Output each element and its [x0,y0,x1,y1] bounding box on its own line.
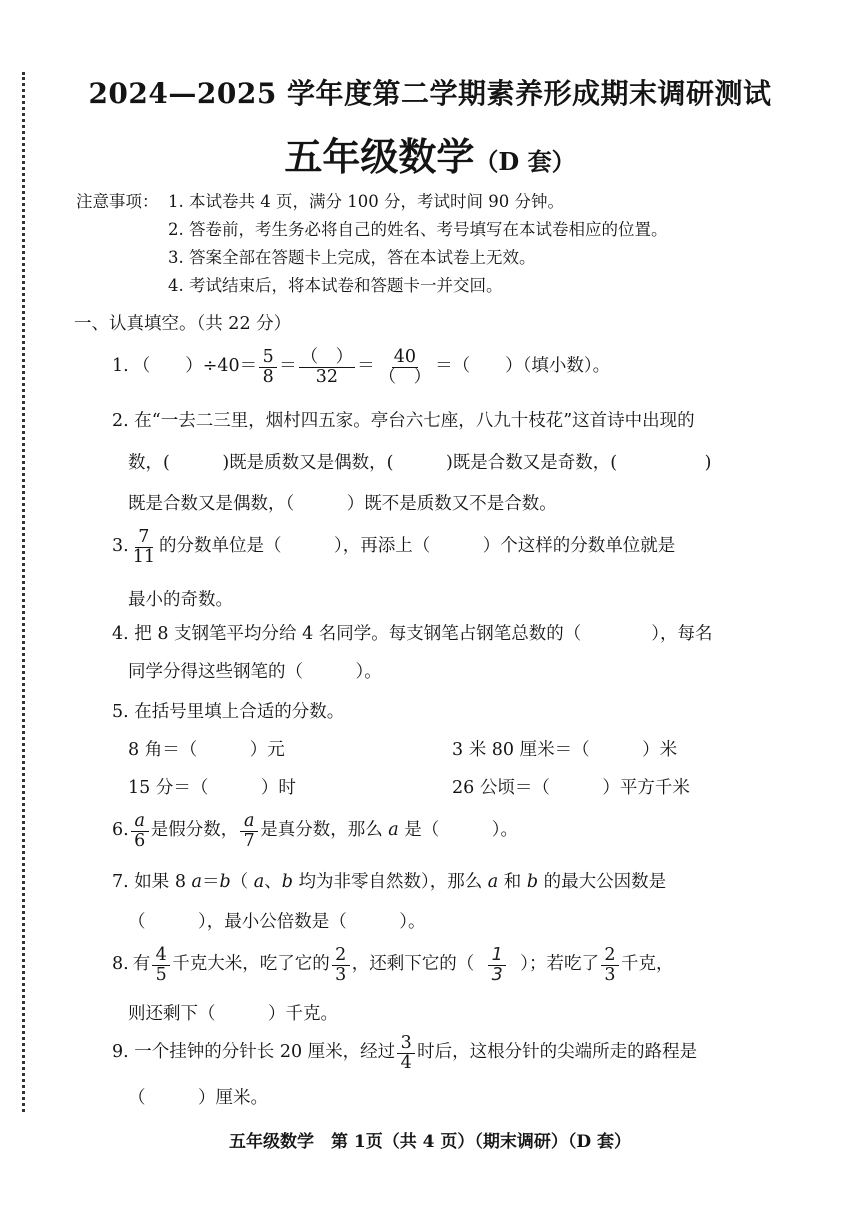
q6-f1-denominator: 6 [134,830,146,851]
q1-eq-2: ＝ [357,356,375,377]
note-item-4: 4. 考试结束后，将本试卷和答题卡一并交回。 [168,276,503,295]
q7-var-b-3: b [526,872,539,892]
q1-part-a: （ ）÷40＝ [132,356,258,377]
notes-label: 注意事项： [76,192,159,211]
question-2-line-1: 2. 在“一去二三里，烟村四五家。亭台六七座，八九十枝花”这首诗中出现的 [112,411,695,431]
q1-fraction-3 [377,348,434,386]
q1-fraction-1 [259,348,277,386]
q9-denominator: 4 [400,1052,412,1073]
q9-text-a: 9. 一个挂钟的分针长 20 厘米，经过 [112,1042,396,1063]
q7-text-5: 均为非零自然数），那么 [292,872,488,892]
q8-number: 8. [112,954,129,975]
q6-var: a [388,820,399,841]
q1-eq-1: ＝ [279,356,297,377]
q8-f3-numerator: 2 [601,946,619,965]
binding-dotted-line [22,72,25,1112]
question-8-line-2: 则还剩下（ ）千克。 [128,1004,338,1024]
q1-tail: ＝（ ）（填小数）。 [435,356,611,377]
question-7-line-2: （ ），最小公倍数是（ ）。 [128,912,426,932]
q5-item-b: 3 米 80 厘米＝（ ）米 [452,740,678,760]
q1-f1-numerator: 5 [259,348,277,367]
subject-title: 五年级数学 [284,134,475,179]
page-footer: 五年级数学 第 1页（共 4 页）（期末调研）（D 套） [228,1132,632,1152]
question-9-line-2: （ ）厘米。 [128,1088,268,1108]
q7-var-b: b [219,872,231,892]
q8-hand-numerator: 1 [488,946,506,965]
q3-fraction [131,528,157,566]
q6-number: 6. [112,820,129,841]
question-6 [112,808,518,854]
q8-hand-denominator: 3 [491,964,503,985]
question-5-line-1: 5. 在括号里填上合适的分数。 [112,702,345,722]
q7-text-3: （ [230,872,254,892]
q9-fraction [397,1034,415,1072]
q7-text-2: ＝ [201,872,220,892]
q7-text-6: 和 [498,872,527,892]
q3-denominator: 11 [132,546,155,567]
question-2-line-2: 数，( )既是质数又是偶数，( )既是合数又是奇数，( ) [128,453,712,473]
note-item-1: 1. 本试卷共 4 页，满分 100 分，考试时间 90 分钟。 [168,192,564,211]
question-1 [112,344,610,390]
q6-fraction-1 [131,812,149,850]
q8-f1-numerator: 4 [152,946,170,965]
exam-title: 2024—2025 学年度第二学期素养形成期末调研测试 [88,77,772,110]
question-7-line-1 [112,874,666,892]
q6-fraction-2 [240,812,258,850]
q1-number: 1. [112,356,129,377]
q6-tail-b: 是（ ）。 [398,820,519,841]
question-9 [112,1030,697,1076]
q3-tail: 的分数单位是（ ），再添上（ ）个这样的分数单位就是 [158,536,676,557]
q8-fraction-2 [332,946,350,984]
q8-f2-numerator: 2 [332,946,350,965]
q8-text-a: 有 [132,954,151,975]
q5-item-d: 26 公顷＝（ ）平方千米 [452,778,690,798]
q7-var-b-2: b [281,872,293,892]
q6-tail-a: 是真分数，那么 [260,820,389,841]
question-8 [112,942,673,988]
question-3-line-2: 最小的奇数。 [128,590,233,610]
q1-f3-numerator: 40 [393,347,417,368]
q5-item-c: 15 分＝（ ）时 [128,778,296,798]
q8-f3-denominator: 3 [604,964,616,985]
q1-f3-denominator: （ ） [378,366,432,387]
question-2-line-3: 既是合数又是偶数，（ ）既不是质数又不是合数。 [128,494,557,514]
q6-mid: 是假分数， [150,820,239,841]
q8-text-d: ）；若吃了 [520,954,599,975]
question-3 [112,524,675,570]
q6-f2-numerator: a [240,812,258,831]
question-4-line-1: 4. 把 8 支钢笔平均分给 4 名同学。每支钢笔占钢笔总数的（ ），每名 [112,624,713,644]
q7-var-a-3: a [487,872,499,892]
q1-fraction-2 [299,348,356,386]
q6-f2-denominator: 7 [243,830,255,851]
q8-f2-denominator: 3 [335,964,347,985]
q8-fraction-1 [152,946,170,984]
q7-var-a: a [191,872,202,892]
version-label: （D 套） [474,147,576,176]
q7-text-1: 7. 如果 8 [112,872,192,892]
q1-f2-denominator: 32 [315,366,339,387]
q8-text-c: ，还剩下它的（ [351,954,475,975]
note-item-3: 3. 答案全部在答题卡上完成，答在本试卷上无效。 [168,248,536,267]
q9-text-b: 时后，这根分针的尖端所走的路程是 [417,1042,698,1063]
q8-text-b: 千克大米，吃了它的 [172,954,330,975]
q8-handwritten-answer [488,946,506,984]
q6-f1-numerator: a [131,812,149,831]
q8-text-e: 千克， [620,954,674,975]
exam-subtitle [0,126,860,181]
q3-number: 3. [112,536,129,557]
q8-fraction-3 [601,946,619,984]
section-title: 一、认真填空。（共 22 分） [74,314,292,334]
q7-var-a-2: a [253,872,265,892]
q8-f1-denominator: 5 [155,964,167,985]
q9-numerator: 3 [397,1034,415,1053]
q7-text-4: 、 [264,872,282,892]
q1-f2-numerator: （ ） [300,347,354,368]
note-item-2: 2. 答卷前，考生务必将自己的姓名、考号填写在本试卷相应的位置。 [168,220,668,239]
question-4-line-2: 同学分得这些钢笔的（ ）。 [128,662,382,682]
q1-f1-denominator: 8 [262,366,274,387]
q7-text-7: 的最大公因数是 [538,872,667,892]
q5-item-a: 8 角＝（ ）元 [128,740,285,760]
q3-numerator: 7 [135,528,153,547]
